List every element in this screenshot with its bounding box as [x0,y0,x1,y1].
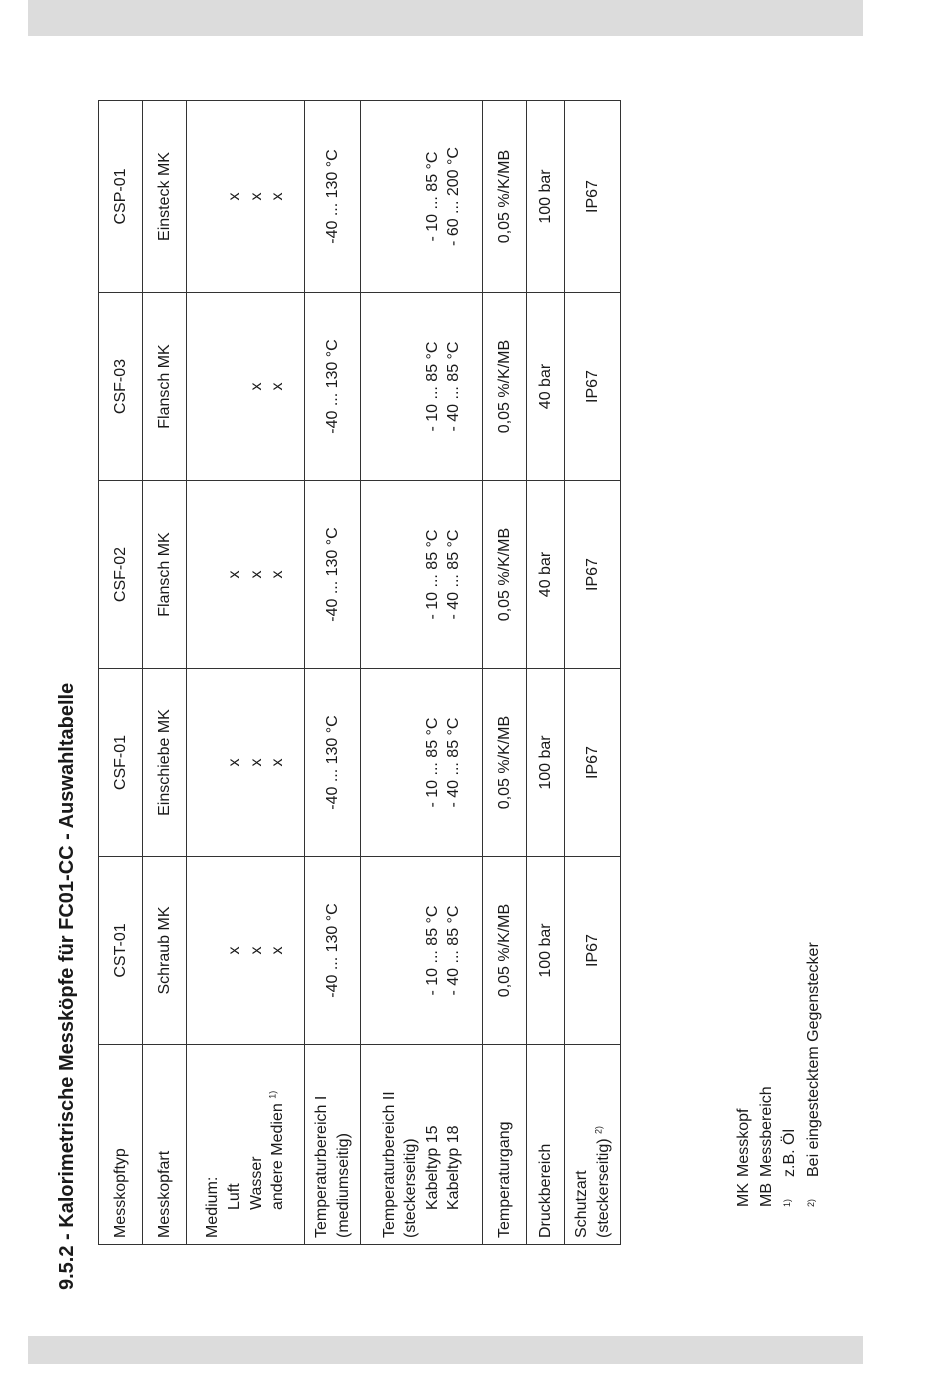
table-row [565,101,621,1245]
table-cell: IP67 [565,293,621,481]
legend-text: Bei eingestecktem Gegenstecker [804,942,822,1177]
temp2-cell [361,293,483,481]
table-cell: CSF-03 [99,293,143,481]
kabel15-label: Kabeltyp 15 [423,1125,441,1210]
table-cell: -40 ... 130 °C [305,293,361,481]
row-label-messkopftyp: Messkopftyp [99,1045,143,1245]
temp2-cell [361,481,483,669]
kabel15-value: - 10 ... 85 °C [423,717,441,808]
mark-luft [224,301,246,472]
kabel18-value: - 40 ... 85 °C [445,905,463,996]
table-cell: IP67 [565,101,621,293]
table-cell: 40 bar [527,293,565,481]
selection-table [98,100,621,1245]
kabel15-value: - 10 ... 85 °C [423,905,441,996]
table-row [187,101,305,1245]
temp2-label-line2: (steckerseitig) [402,1138,420,1238]
row-label-temp1 [305,1045,361,1245]
mark-luft: x [225,570,243,579]
table-cell: 0,05 %/K/MB [483,101,527,293]
mark-wasser: x [247,758,265,767]
mark-andere: x [269,946,287,955]
table-cell: Flansch MK [143,293,187,481]
kabel18-label: Kabeltyp 18 [445,1125,463,1210]
mark-andere: x [269,192,287,201]
legend-key: MK [735,1183,752,1207]
table-cell: -40 ... 130 °C [305,669,361,857]
kabel18-value: - 40 ... 85 °C [445,341,463,432]
table-cell: 0,05 %/K/MB [483,857,527,1045]
table-row [361,101,483,1245]
temp1-label-line2: (mediumseitig) [334,1133,352,1238]
mark-andere: x [269,382,287,391]
row-label-messkopfart: Messkopfart [143,1045,187,1245]
section-heading: 9.5.2 - Kalorimetrische Messköpfe für FC01-CC - Auswahltabelle [56,682,78,1290]
legend-text: z.B. Öl [781,1128,799,1177]
legend-item [802,942,825,1207]
medium-wasser-label: Wasser [247,1156,265,1210]
table-cell: -40 ... 130 °C [305,857,361,1045]
table-cell: -40 ... 130 °C [305,481,361,669]
table-row [305,101,361,1245]
mark-luft: x [225,758,243,767]
kabel15-value: - 10 ... 85 °C [423,341,441,432]
table-cell: CST-01 [99,857,143,1045]
table-cell: Einschiebe MK [143,669,187,857]
medium-cell [187,101,305,293]
table-cell: 100 bar [527,669,565,857]
mark-luft: x [225,192,243,201]
legend-key: MB [758,1183,776,1207]
table-row [483,101,527,1245]
table-row [527,101,565,1245]
mark-wasser: x [247,570,265,579]
legend-item [778,942,801,1207]
table-cell: CSF-01 [99,669,143,857]
legend-key: 1) [782,1198,793,1207]
row-label-tempgang: Temperaturgang [483,1045,527,1245]
schutz-label-line1: Schutzart [573,1170,591,1238]
medium-cell [187,857,305,1045]
table-cell: CSF-02 [99,481,143,669]
mark-andere: x [269,758,287,767]
table-cell: -40 ... 130 °C [305,101,361,293]
medium-cell [187,293,305,481]
table-row [143,101,187,1245]
table-cell: IP67 [565,857,621,1045]
table-cell: Schraub MK [143,857,187,1045]
medium-cell [187,481,305,669]
table-cell: IP67 [565,669,621,857]
row-label-temp2 [361,1045,483,1245]
table-cell: IP67 [565,481,621,669]
mark-wasser: x [247,382,265,391]
legend-item [755,942,778,1207]
temp1-label-line1: Temperaturbereich I [313,1095,330,1238]
schutz-label-line2: (steckerseitig) [594,1138,612,1238]
legend-key: 2) [805,1198,816,1207]
legend [732,942,825,1207]
kabel18-value: - 40 ... 85 °C [445,529,463,620]
table-cell: 0,05 %/K/MB [483,481,527,669]
mark-wasser: x [247,946,265,955]
mark-luft: x [225,946,243,955]
mark-andere: x [269,570,287,579]
kabel18-value: - 60 ... 200 °C [445,147,463,246]
table-cell: 100 bar [527,101,565,293]
table-row [99,101,143,1245]
medium-luft-label: Luft [225,1183,243,1210]
row-label-schutz [565,1045,621,1245]
table-cell: 0,05 %/K/MB [483,669,527,857]
table-cell: Flansch MK [143,481,187,669]
medium-label: Medium: [204,1176,222,1238]
kabel18-value: - 40 ... 85 °C [445,717,463,808]
table-cell: CSP-01 [99,101,143,293]
legend-text: Messkopf [735,1108,752,1177]
medium-andere-label: andere Medien [269,1103,287,1210]
temp2-cell [361,101,483,293]
medium-cell [187,669,305,857]
temp2-cell [361,669,483,857]
table-cell: Einsteck MK [143,101,187,293]
temp2-label-line1: Temperaturbereich II [380,1091,398,1238]
row-label-medium [187,1045,305,1245]
temp2-cell [361,857,483,1045]
legend-item [732,942,755,1207]
table-cell: 100 bar [527,857,565,1045]
table-cell: 40 bar [527,481,565,669]
footnote-marker: 2) [593,1125,604,1134]
row-label-druck: Druckbereich [527,1045,565,1245]
table-cell: 0,05 %/K/MB [483,293,527,481]
legend-text: Messbereich [758,1086,776,1177]
mark-wasser: x [247,192,265,201]
kabel15-value: - 10 ... 85 °C [423,151,441,242]
footnote-marker: 1) [267,1090,278,1099]
kabel15-value: - 10 ... 85 °C [423,529,441,620]
